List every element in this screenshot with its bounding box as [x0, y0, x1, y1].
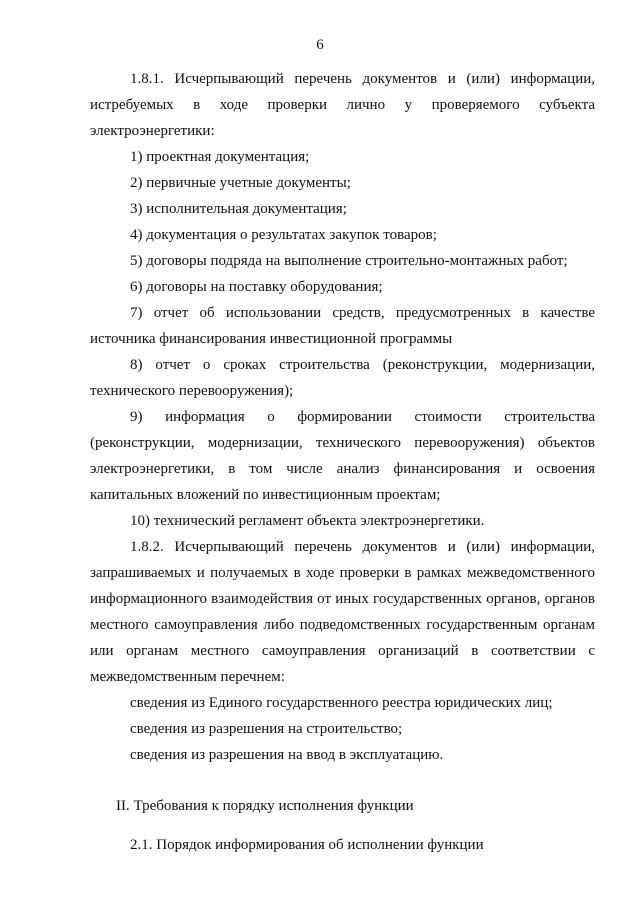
- info-item-1: сведения из Единого государственного реестра юридических лиц;: [130, 695, 553, 711]
- list-item-1: 1) проектная документация;: [130, 149, 310, 165]
- list-item-4: 4) документация о результатах закупок товаров;: [130, 227, 437, 243]
- paragraph-1-8-1: 1.8.1. Исчерпывающий перечень документов и (или) информации, истребуемых в ходе проверки лично у проверяемого субъекта электроэнергетики:: [90, 71, 595, 139]
- list-item-10: 10) технический регламент объекта электроэнергетики.: [130, 513, 485, 529]
- list-item-3: 3) исполнительная документация;: [130, 201, 347, 217]
- info-item-2: сведения из разрешения на строительство;: [130, 721, 403, 737]
- info-item-3: сведения из разрешения на ввод в эксплуатацию.: [130, 747, 444, 763]
- list-item-9: 9) информация о формировании стоимости строительства (реконструкции, модернизации, технического перевооружения) объектов электроэнергетики, в том числе анализ финансирования и освоения капитальных вложений по инвестиционным проектам;: [90, 409, 595, 503]
- list-item-8: 8) отчет о сроках строительства (реконструкции, модернизации, технического перевооружения);: [90, 357, 595, 399]
- section-heading: II. Требования к порядку исполнения функции: [116, 798, 414, 814]
- list-item-7: 7) отчет об использовании средств, предусмотренных в качестве источника финансирования инвестиционной программы: [90, 305, 595, 347]
- paragraph-1-8-2: 1.8.2. Исчерпывающий перечень документов и (или) информации, запрашиваемых и получаемых в ходе проверки в рамках межведомственного информационного взаимодействия от иных государственных органов, органов местного самоуправления либо подведомственных государственным органам или органам местного самоуправления организаций в соответствии с межведомственным перечнем:: [90, 539, 595, 685]
- document-body: [90, 66, 595, 858]
- list-item-5: 5) договоры подряда на выполнение строительно-монтажных работ;: [130, 253, 568, 269]
- list-item-2: 2) первичные учетные документы;: [130, 175, 351, 191]
- list-item-6: 6) договоры на поставку оборудования;: [130, 279, 383, 295]
- page-number: 6: [316, 37, 324, 53]
- subsection-2-1: 2.1. Порядок информирования об исполнении функции: [130, 837, 484, 853]
